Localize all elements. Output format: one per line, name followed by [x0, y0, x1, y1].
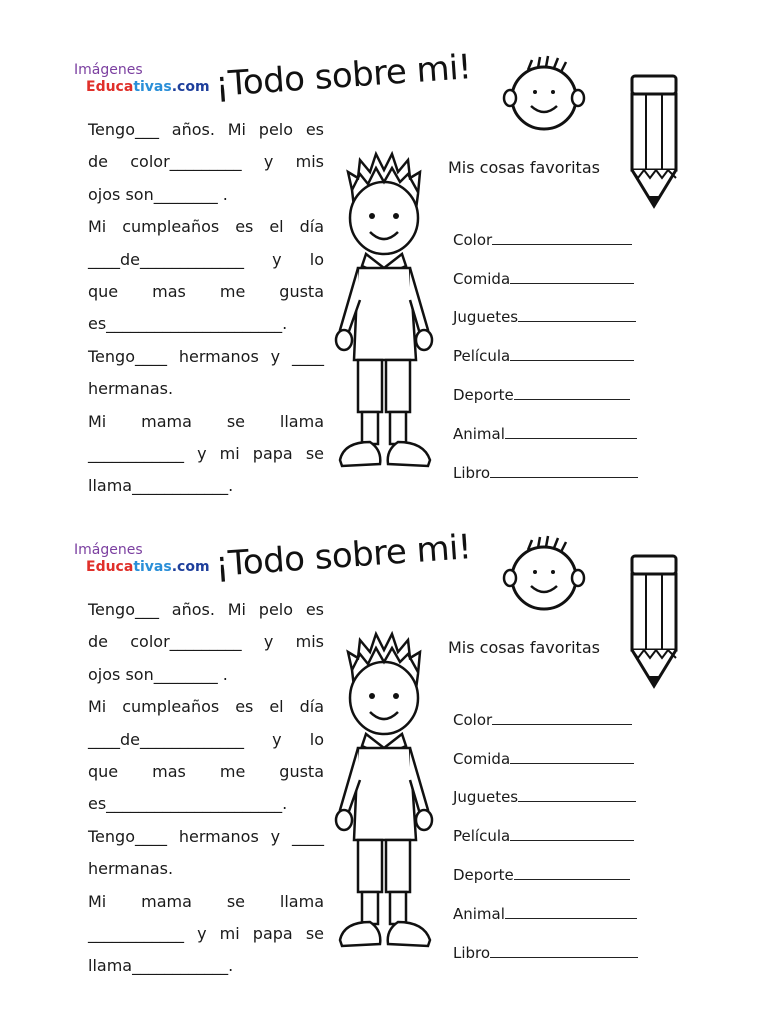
favorite-item-toys: Juguetes [453, 768, 638, 807]
boy-illustration [330, 630, 442, 960]
blank-line [510, 762, 634, 764]
favorite-item-animal: Animal [453, 884, 638, 923]
blank-line [505, 437, 637, 439]
about-me-paragraph [88, 114, 324, 503]
favorites-list [453, 690, 638, 962]
blank-line [518, 800, 636, 802]
paragraph-line: Mi mama se llama [88, 411, 324, 431]
favorite-item-movie: Película [453, 806, 638, 845]
paragraph-line: llama____________. [88, 956, 234, 976]
favorite-item-food: Comida [453, 729, 638, 768]
blank-line [490, 956, 638, 958]
paragraph-line: es______________________. [88, 314, 288, 334]
paragraph-line: ojos son________ . [88, 184, 228, 204]
favorites-title: Mis cosas favoritas [448, 638, 600, 657]
paragraph-line: Mi mama se llama [88, 891, 324, 911]
page-title: ¡Todo sobre mi! [213, 527, 473, 585]
pencil-icon [626, 554, 682, 692]
blank-line [510, 282, 634, 284]
paragraph-line: Mi cumpleaños es el día [88, 217, 324, 237]
pencil-icon [626, 74, 682, 212]
favorite-item-sport: Deporte [453, 845, 638, 884]
paragraph-line: es______________________. [88, 794, 288, 814]
smiling-face-icon [498, 534, 590, 614]
favorite-item-food: Comida [453, 249, 638, 288]
paragraph-line: ____________ y mi papa se [88, 924, 324, 944]
blank-line [510, 839, 634, 841]
paragraph-line: que mas me gusta [88, 762, 324, 782]
logo-line-2: Educativas.com [86, 79, 210, 95]
blank-line [514, 398, 630, 400]
paragraph-line: llama____________. [88, 476, 234, 496]
about-me-paragraph [88, 594, 324, 983]
smiling-face-icon [498, 54, 590, 134]
paragraph-line: hermanas. [88, 379, 174, 399]
site-logo [74, 62, 210, 96]
paragraph-line: ojos son________ . [88, 664, 228, 684]
boy-illustration [330, 150, 442, 480]
paragraph-line: Tengo___ años. Mi pelo es [88, 120, 324, 139]
favorites-list [453, 210, 638, 482]
paragraph-line: Mi cumpleaños es el día [88, 697, 324, 717]
blank-line [514, 878, 630, 880]
logo-line-1: Imágenes [74, 542, 143, 558]
paragraph-line: ____de_____________ y lo [88, 249, 324, 269]
favorite-item-toys: Juguetes [453, 288, 638, 327]
favorite-item-color: Color [453, 210, 638, 249]
paragraph-line: Tengo____ hermanos y ____ [88, 346, 324, 366]
favorite-item-animal: Animal [453, 404, 638, 443]
paragraph-line: Tengo____ hermanos y ____ [88, 826, 324, 846]
favorite-item-book: Libro [453, 923, 638, 962]
blank-line [490, 476, 638, 478]
favorite-item-color: Color [453, 690, 638, 729]
favorite-item-book: Libro [453, 443, 638, 482]
favorite-item-movie: Película [453, 326, 638, 365]
blank-line [518, 320, 636, 322]
paragraph-line: Tengo___ años. Mi pelo es [88, 600, 324, 619]
page-title: ¡Todo sobre mi! [213, 47, 473, 105]
favorite-item-sport: Deporte [453, 365, 638, 404]
blank-line [492, 243, 632, 245]
worksheet-2 [0, 527, 768, 1010]
paragraph-line: ____de_____________ y lo [88, 729, 324, 749]
logo-line-1: Imágenes [74, 62, 143, 78]
paragraph-line: hermanas. [88, 859, 174, 879]
paragraph-line: de color_________ y mis [88, 632, 324, 652]
blank-line [510, 359, 634, 361]
paragraph-line: ____________ y mi papa se [88, 444, 324, 464]
site-logo [74, 542, 210, 576]
paragraph-line: de color_________ y mis [88, 152, 324, 172]
blank-line [492, 723, 632, 725]
favorites-title: Mis cosas favoritas [448, 158, 600, 177]
blank-line [505, 917, 637, 919]
logo-line-2: Educativas.com [86, 559, 210, 575]
paragraph-line: que mas me gusta [88, 282, 324, 302]
worksheet-1 [0, 47, 768, 530]
